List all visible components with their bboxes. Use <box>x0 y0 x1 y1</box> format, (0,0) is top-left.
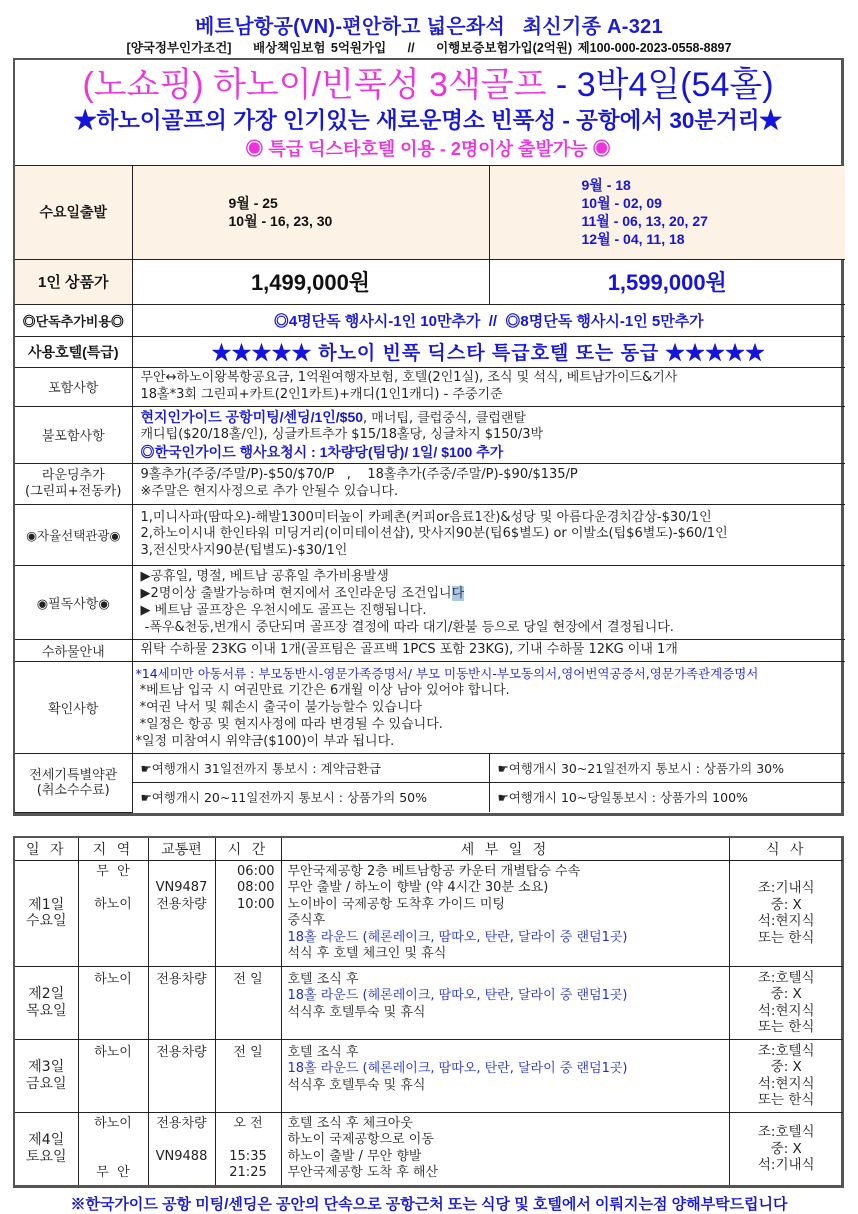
transport-line: 전용차량 <box>156 1115 207 1131</box>
optional-tour-value <box>132 504 845 565</box>
product-info-box <box>13 58 844 816</box>
schedule-cell <box>281 966 729 1039</box>
text-line: 9홀추가(주중/주말/P)-$50/$70/P , 18홀추가(주중/주말/P)-$90/$135/P <box>140 467 578 482</box>
meal-line: 조:호텔식 <box>757 969 815 986</box>
transport-line <box>149 864 215 881</box>
confirm-row <box>15 661 845 753</box>
meal-cell <box>729 966 843 1039</box>
korean-guide-note: ◎한국인가이드 행사요청시 : 1차량당(팀당)/ 1일/ $100 추가 <box>140 443 504 460</box>
text-line: *여권 낙서 및 훼손시 출국이 불가능할수 있습니다 <box>135 699 423 715</box>
meal-line: 조:기내식 <box>757 880 815 896</box>
region-cell: 하노이 <box>78 966 148 1039</box>
cancellation-item: ☛여행개시 10~당일통보시 : 상품가의 100% <box>489 782 845 812</box>
product-tagline: ◉ 특급 딕스타호텔 이용 - 2명이상 출발가능 ◉ <box>245 139 611 159</box>
transport-cell <box>148 1112 215 1185</box>
day-weekday: 수요일 <box>25 913 67 929</box>
title-duration: 3박4일(54홀) <box>576 66 774 104</box>
product-subtitle: ★하노이골프의 가장 인기있는 새로운명소 빈푹성 - 공항에서 30분거리★ <box>73 108 783 133</box>
time-cell <box>215 860 281 966</box>
label-line: 전세기특별약관 <box>29 767 118 783</box>
date-line: 11월 - 06, 13, 20, 27 <box>581 213 708 230</box>
region-line: 하노이 <box>94 896 132 912</box>
col-header-meals: 식 사 <box>729 838 843 860</box>
schedule-line: 석식후 호텔투숙 및 휴식 <box>287 1077 426 1093</box>
meal-line: 석:현지식 <box>757 1002 815 1019</box>
time-line: 21:25 <box>229 1165 267 1180</box>
cancellation-item: ☛여행개시 30~21일전까지 통보시 : 상품가의 30% <box>489 753 845 782</box>
round-extra-row <box>15 463 845 504</box>
schedule-line: 석식 후 호텔 체크인 및 휴식 <box>287 946 447 961</box>
time-line: 오 전 <box>233 1115 263 1131</box>
schedule-line: 호텔 조식 후 <box>287 1044 359 1060</box>
region-line: 하노이 <box>94 1115 132 1131</box>
guarantee-label: 이행보증보험가입(2억원) 제100-000-2023-0558-8897 <box>436 41 732 55</box>
date-line: 9월 - 25 <box>228 195 278 212</box>
title-pink: (노쇼핑) 하노이/빈푹성 3색골프 <box>82 66 547 104</box>
meal-cell <box>729 1112 843 1185</box>
hotel-row <box>15 336 845 367</box>
text-line: ※주말은 현지사정으로 추가 안될수 있습니다. <box>140 483 399 499</box>
col-header-day: 일 자 <box>15 838 78 860</box>
departure-group1 <box>132 166 489 259</box>
day-cell <box>15 966 78 1039</box>
meal-line: 조:호텔식 <box>757 1124 815 1140</box>
region-cell <box>78 1112 148 1185</box>
transport-line <box>149 1132 215 1149</box>
time-line: 06:00 <box>237 863 275 879</box>
meal-line: 석:기내식 <box>757 1157 815 1173</box>
round-extra-value <box>132 463 845 504</box>
transport-cell <box>148 860 215 966</box>
baggage-row <box>15 639 845 661</box>
label-line: (취소수수료) <box>36 782 110 798</box>
included-label: 포함사항 <box>15 367 132 406</box>
time-line: 08:00 <box>237 880 275 895</box>
col-header-transport: 교통편 <box>148 838 215 860</box>
included-value <box>132 367 845 406</box>
excluded-value <box>132 406 845 463</box>
text-selection[interactable]: 다 <box>451 586 465 601</box>
day-number: 제1일 <box>28 896 65 913</box>
col-header-time: 시 간 <box>215 838 281 860</box>
solo-extra-value: ◎4명단독 행사시-1인 10만추가 // ◎8명단독 행사시-1인 5만추가 <box>132 304 845 336</box>
hotel-value: ★★★★★ 하노이 빈푹 딕스타 특급호텔 또는 동급 ★★★★★ <box>132 336 845 367</box>
price-row <box>15 259 845 304</box>
must-read-value <box>132 565 845 639</box>
time-cell: 전 일 <box>215 966 281 1039</box>
time-line: 15:35 <box>229 1148 267 1164</box>
day-cell <box>15 860 78 966</box>
schedule-cell <box>281 860 729 966</box>
optional-tour-label: ◉자율선택관광◉ <box>15 504 132 565</box>
cancellation-row-1 <box>15 753 845 782</box>
time-line <box>216 1132 281 1149</box>
text-fragment: , 매너팁, 클럽중식, 클럽랜탈 <box>363 410 526 426</box>
meal-line: 석:현지식 <box>757 913 815 929</box>
excluded-row <box>15 406 845 463</box>
time-line: 10:00 <box>237 896 275 912</box>
time-cell: 전 일 <box>215 1039 281 1112</box>
region-cell <box>78 860 148 966</box>
text-line: *일정은 항공 및 현지사정에 따라 변경될 수 있습니다. <box>135 716 443 732</box>
day-number: 제2일 <box>28 986 65 1002</box>
transport-line: VN9487 <box>155 880 208 895</box>
itinerary-row-day4 <box>15 1112 843 1185</box>
schedule-line: 무안국제공항 도착 후 해산 <box>287 1165 439 1180</box>
region-line <box>79 1132 148 1149</box>
col-header-region: 지 역 <box>78 838 148 860</box>
guide-fee-highlight: 현지인가이드 공항미팅/센딩/1인/$50 <box>140 408 364 425</box>
confirm-label: 확인사항 <box>15 661 132 753</box>
baggage-value: 위탁 수하물 23KG 이내 1개(골프팀은 골프백 1PCS 포함 23KG), 기내 수하물 12KG 이내 1개 <box>132 639 845 661</box>
optional-tour-row <box>15 504 845 565</box>
transport-line: 전용차량 <box>156 896 207 912</box>
departure-label: 수요일출발 <box>15 166 132 259</box>
region-cell: 하노이 <box>78 1039 148 1112</box>
footer-notice: ※한국가이드 공항 미팅/센딩은 공안의 단속으로 공항근처 또는 식당 및 호텔에서 이뤄지는점 양해부탁드립니다 <box>70 1196 788 1213</box>
license-label: [양국정부인가조건] <box>126 41 232 55</box>
license-line <box>0 38 858 56</box>
meal-cell <box>729 1039 843 1112</box>
text-line: 3,전신맛사지90분(팁별도)-$30/1인 <box>140 542 348 558</box>
price-label: 1인 상품가 <box>15 259 132 304</box>
schedule-line: 호텔 조식 후 <box>287 971 359 987</box>
label-line: (그린피+전동카) <box>25 483 122 499</box>
excluded-label: 불포함사항 <box>15 406 132 463</box>
cancellation-label <box>15 753 132 812</box>
text-line: *베트남 입국 시 여권만료 기간은 6개월 이상 남아 있어야 합니다. <box>135 682 510 698</box>
itinerary-box <box>13 836 844 1188</box>
separator: // <box>407 41 415 55</box>
product-title <box>15 60 841 106</box>
day-weekday: 토요일 <box>25 1148 67 1165</box>
meal-line: 중: X <box>770 1059 802 1075</box>
region-line: 무 안 <box>96 1165 130 1180</box>
must-read-label: ◉필독사항◉ <box>15 565 132 639</box>
text-line <box>141 409 838 428</box>
title-block <box>15 60 841 166</box>
cancellation-row-2 <box>15 782 845 812</box>
time-cell <box>215 1112 281 1185</box>
meal-line: 중: X <box>770 1140 802 1157</box>
schedule-line: 중식후 <box>287 913 326 928</box>
title-dash: - <box>546 66 577 104</box>
solo-extra-label: ◎단독추가비용◎ <box>15 304 132 336</box>
itinerary-row-day2 <box>15 966 843 1039</box>
text-line: ▶ 베트남 골프장은 우천시에도 골프는 진행됩니다. <box>140 603 427 618</box>
itinerary-header-row <box>15 838 843 860</box>
day-number: 제4일 <box>28 1132 65 1149</box>
itinerary-table <box>15 838 843 1185</box>
schedule-line: 석식후 호텔투숙 및 휴식 <box>287 1004 426 1020</box>
day-number: 제3일 <box>28 1059 65 1075</box>
date-line: 10월 - 16, 23, 30 <box>228 213 333 230</box>
date-line: 9월 - 18 <box>581 177 631 194</box>
schedule-line: 하노이 출발 / 무안 향발 <box>287 1148 422 1164</box>
text-line: 18홀*3회 그린피+카트(2인1카트)+캐디(1인1캐디) - 주중기준 <box>140 386 503 402</box>
golf-round-line: 18홀 라운드 (헤론레이크, 땀따오, 탄란, 달라이 중 랜덤1곳) <box>287 1061 628 1076</box>
baggage-label: 수하물안내 <box>15 639 132 661</box>
text-fragment: ▶2명이상 출발가능하며 현지에서 조인라운딩 조건입니 <box>140 586 452 601</box>
golf-round-line: 18홀 라운드 (헤론레이크, 땀따오, 탄란, 달라이 중 랜덤1곳) <box>287 988 628 1003</box>
day-cell <box>15 1112 78 1185</box>
text-line: -폭우&천둥,번개시 중단되며 골프장 결정에 따라 대기/환불 등으로 당일 현장에서 결정됩니다. <box>140 620 674 635</box>
region-line <box>79 1149 148 1166</box>
transport-cell: 전용차량 <box>148 966 215 1039</box>
meal-line: 또는 한식 <box>758 1092 815 1108</box>
meal-line: 조:호텔식 <box>757 1042 815 1059</box>
must-read-row <box>15 565 845 639</box>
hotel-label: 사용호텔(특급) <box>15 336 132 367</box>
insurance-label: 배상책임보험 5억원가입 <box>252 41 387 55</box>
day-weekday: 목요일 <box>25 1002 67 1019</box>
meal-line: 석:현지식 <box>757 1075 815 1092</box>
schedule-line: 호텔 조식 후 체크아웃 <box>287 1115 413 1131</box>
confirm-value <box>132 661 845 753</box>
date-line: 10월 - 02, 09 <box>581 195 662 212</box>
meal-line: 중: X <box>770 986 802 1002</box>
round-extra-label <box>15 463 132 504</box>
meal-cell <box>729 860 843 966</box>
transport-line: VN9488 <box>155 1148 208 1164</box>
solo-extra-row <box>15 304 845 336</box>
col-header-schedule: 세 부 일 정 <box>281 838 729 860</box>
text-line: ▶공휴일, 명절, 베트남 공휴일 추가비용발생 <box>140 569 389 584</box>
meal-line: 중: X <box>770 896 802 913</box>
text-line: *일정 미참여시 위약금($100)이 부과 됩니다. <box>135 733 395 749</box>
itinerary-row-day3 <box>15 1039 843 1112</box>
schedule-cell <box>281 1039 729 1112</box>
region-line: 무 안 <box>96 863 130 879</box>
region-line <box>79 880 148 897</box>
cancellation-item: ☛여행개시 20~11일전까지 통보시 : 상품가의 50% <box>132 782 489 812</box>
airline-headline: 베트남항공(VN)-편안하고 넓은좌석 최신기종 A-321 <box>194 16 664 38</box>
label-line: 라운딩추가 <box>41 467 105 483</box>
text-line: 캐디팁($20/18홀/인), 싱글카트추가 $15/18홀당, 싱글차지 $150/3박 <box>140 427 544 443</box>
text-line <box>141 585 838 602</box>
schedule-line: 무안국제공항 2층 베트남항공 카운터 개별탑승 수속 <box>287 863 581 879</box>
schedule-line: 노이바이 국제공항 도착후 가이드 미팅 <box>287 896 505 912</box>
meal-line: 또는 한식 <box>758 929 815 946</box>
schedule-line: 무안 출발 / 하노이 향발 (약 4시간 30분 소요) <box>287 880 549 895</box>
price-group2: 1,599,000원 <box>489 259 845 304</box>
schedule-cell <box>281 1112 729 1185</box>
text-line: 1,미니사파(땀따오)-해발1300미터높이 카페촌(커피or음료1잔)&성당 및 아름다운경치감상-$30/1인 <box>140 509 712 525</box>
date-line: 12월 - 04, 11, 18 <box>581 231 685 248</box>
cancellation-item: ☛여행개시 31일전까지 통보시 : 계약금환급 <box>132 753 489 782</box>
child-docs-note: *14세미만 아동서류 : 부모동반시-영문가족증명서/ 부모 미동반시-부모동의서,영어번역공증서,영문가족관계증명서 <box>135 665 759 681</box>
transport-cell: 전용차량 <box>148 1039 215 1112</box>
departure-group2 <box>489 166 845 259</box>
text-line: 무안↔하노이왕복항공요금, 1억원여행자보험, 호텔(2인1실), 조식 및 석식, 베트남가이드&기사 <box>140 370 678 385</box>
price-group1: 1,499,000원 <box>132 259 489 304</box>
included-row <box>15 367 845 406</box>
product-details-table <box>15 166 845 813</box>
schedule-line: 하노이 국제공항으로 이동 <box>287 1132 434 1147</box>
itinerary-row-day1 <box>15 860 843 966</box>
golf-round-line: 18홀 라운드 (헤론레이크, 땀따오, 탄란, 달라이 중 랜덤1곳) <box>287 929 628 945</box>
departure-row <box>15 166 845 259</box>
day-cell <box>15 1039 78 1112</box>
meal-line: 또는 한식 <box>758 1019 815 1035</box>
day-weekday: 금요일 <box>25 1075 67 1092</box>
text-line: 2,하노이시내 한인타워 미딩거리(이미테이션샵), 맛사지90분(팁6$별도) or 이발소(팁$6별도)-$60/1인 <box>140 526 728 542</box>
